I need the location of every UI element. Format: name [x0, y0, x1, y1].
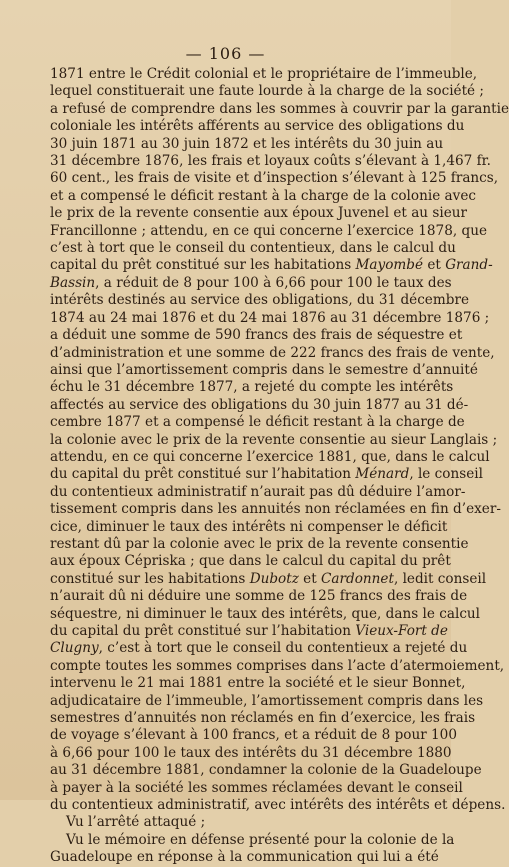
text-line: Vu le mémoire en défense présenté pour la colonie de la — [66, 831, 455, 848]
page-number: — 106 — — [185, 44, 266, 63]
text-line: compte toutes les sommes comprises dans l’acte d’atermoiement, — [50, 657, 505, 674]
text-line: n’aurait dû ni déduire une somme de 125 francs des frais de — [50, 588, 468, 605]
text-line: du contentieux administratif n’aurait pas dû déduire l’amor- — [50, 483, 466, 500]
text-line: Francillonne ; attendu, en ce qui concerne l’exercice 1878, que — [50, 222, 487, 239]
text-line: intervenu le 21 mai 1881 entre la société et le sieur Bonnet, — [50, 675, 466, 692]
text-line: du contentieux administratif, avec intérêts des intérêts et dépens. — [50, 797, 506, 814]
text-line: affectés au service des obligations du 30 juin 1877 au 31 dé- — [50, 396, 469, 413]
paragraph-2 — [50, 814, 432, 831]
paragraph-1 — [50, 66, 509, 814]
text-line: 1871 entre le Crédit colonial et le propriétaire de l’immeuble, — [50, 66, 478, 82]
text-line: coloniale les intérêts afférents au service des obligations du — [50, 118, 465, 135]
text-line: cembre 1877 et a compensé le déficit restant à la charge de — [50, 414, 465, 431]
text-line: Bassin, a réduit de 8 pour 100 à 6,66 pour 100 le taux des — [50, 274, 452, 291]
text-line: capital du prêt constitué sur les habitations Mayombé et Grand- — [50, 257, 493, 274]
text-line: et a compensé le déficit restant à la charge de la colonie avec — [50, 187, 476, 204]
text-line: constitué sur les habitations Dubotz et Cardonnet, ledit conseil — [50, 570, 487, 587]
text-line: Guadeloupe en réponse à la communication qui lui a été — [50, 849, 439, 866]
text-line: 1874 au 24 mai 1876 et du 24 mai 1876 au 31 décembre 1876 ; — [50, 309, 490, 326]
text-line: de voyage s’élevant à 100 francs, et a réduit de 8 pour 100 — [50, 727, 457, 744]
text-line: le prix de la revente consentie aux époux Juvenel et au sieur — [50, 205, 467, 222]
text-line: a refusé de comprendre dans les sommes à couvrir par la garantie — [50, 100, 509, 117]
text-line: la colonie avec le prix de la revente consentie au sieur Langlais ; — [50, 431, 498, 448]
text-line: ainsi que l’amortissement compris dans le semestre d’annuité — [50, 361, 478, 378]
text-line: Clugny, c’est à tort que le conseil du contentieux a rejeté du — [50, 640, 468, 657]
body-text — [50, 66, 509, 867]
paragraph-3 — [50, 831, 455, 867]
text-line: 30 juin 1871 au 30 juin 1872 et les intérêts du 30 juin au — [50, 135, 444, 152]
text-line: c’est à tort que le conseil du contentieux, dans le calcul du — [50, 240, 456, 257]
text-line: intérêts destinés au service des obligations, du 31 décembre — [50, 292, 469, 309]
text-line: au 31 décembre 1881, condamner la colonie de la Guadeloupe — [50, 762, 482, 779]
text-line: du capital du prêt constitué sur l’habitation Ménard, le conseil — [50, 466, 483, 483]
text-line: 60 cent., les frais de visite et d’inspection s’élevant à 125 francs, — [50, 170, 499, 187]
text-line: cice, diminuer le taux des intérêts ni compenser le déficit — [50, 518, 448, 535]
text-line: échu le 31 décembre 1877, a rejeté du compte les intérêts — [50, 379, 454, 396]
text-line: 31 décembre 1876, les frais et loyaux coûts s’élevant à 1,467 fr. — [50, 153, 491, 170]
text-line: restant dû par la colonie avec le prix de la revente consentie — [50, 535, 469, 552]
text-line: du capital du prêt constitué sur l’habitation Vieux-Fort de — [50, 623, 448, 639]
text-line: Vu l’arrêté attaqué ; — [66, 814, 206, 831]
text-line: d’administration et une somme de 222 francs des frais de vente, — [50, 344, 495, 361]
text-line: lequel constituerait une faute lourde à la charge de la société ; — [50, 83, 484, 100]
text-line: à payer à la société les sommes réclamées devant le conseil — [50, 779, 463, 796]
text-line: aux époux Cépriska ; que dans le calcul du capital du prêt — [50, 553, 451, 570]
text-line: a déduit une somme de 590 francs des frais de séquestre et — [50, 327, 463, 344]
text-line: tissement compris dans les annuités non réclamées en fin d’exer- — [50, 501, 501, 518]
text-line: semestres d’annuités non réclamés en fin d’exercice, les frais — [50, 710, 476, 727]
text-line: attendu, en ce qui concerne l’exercice 1881, que, dans le calcul — [50, 448, 490, 465]
text-line: à 6,66 pour 100 le taux des intérêts du 31 décembre 1880 — [50, 744, 452, 761]
text-line: adjudicataire de l’immeuble, l’amortissement compris dans les — [50, 692, 484, 709]
text-line: séquestre, ni diminuer le taux des intérêts, que, dans le calcul — [50, 605, 481, 622]
